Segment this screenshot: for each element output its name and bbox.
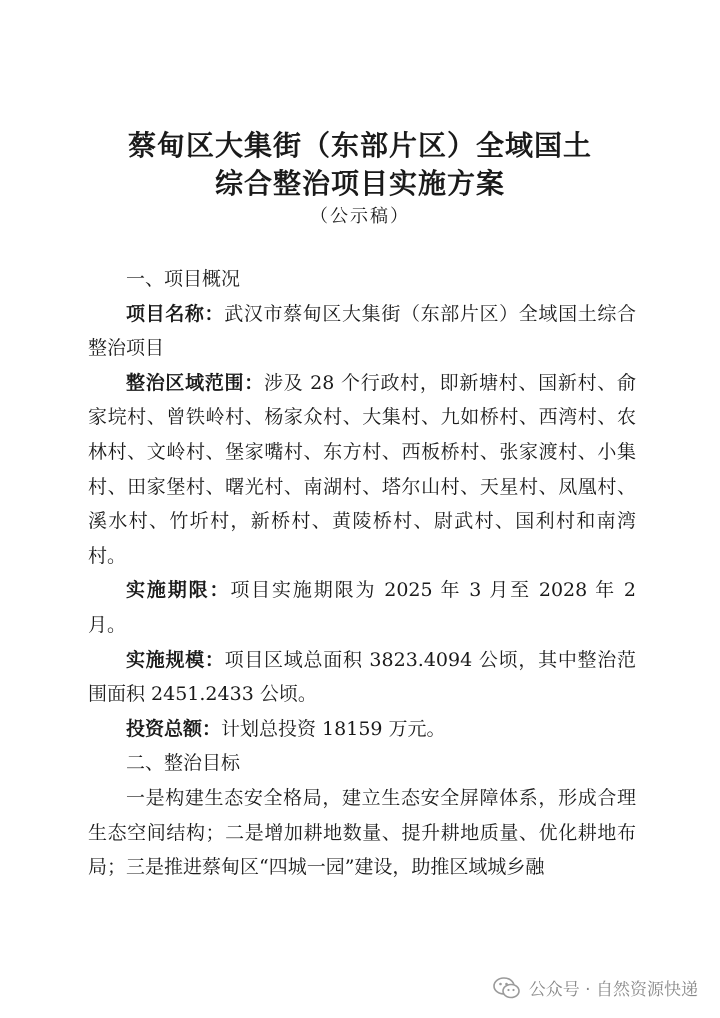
period-text: 项目实施期限为 2025 年 3 月至 2028 年 2 月。 <box>88 579 636 636</box>
document-subtitle: （公示稿） <box>310 206 410 227</box>
investment-text: 计划总投资 18159 万元。 <box>221 717 446 740</box>
project-name-label: 项目名称： <box>126 302 225 325</box>
scope-paragraph <box>88 366 636 574</box>
document-title-line-1: 蔡甸区大集街（东部片区）全域国土 <box>127 129 592 162</box>
scale-paragraph <box>88 643 636 712</box>
project-name-text: 武汉市蔡甸区大集街（东部片区）全域国土综合整治项目 <box>88 302 636 360</box>
watermark-text: 公众号 · 自然资源快递 <box>528 980 698 1000</box>
section-2-heading: 二、整治目标 <box>126 752 241 775</box>
goals-paragraph: 一是构建生态安全格局，建立生态安全屏障体系，形成合理生态空间结构；二是增加耕地数量、提升耕地质量、优化耕地布局；三是推进蔡甸区“四城一园”建设，助推区域城乡融 <box>88 786 636 879</box>
project-name-paragraph <box>88 297 636 366</box>
investment-label: 投资总额： <box>126 717 222 740</box>
investment-paragraph <box>88 712 636 747</box>
wechat-icon <box>493 977 521 999</box>
scope-text: 涉及 28 个行政村，即新塘村、国新村、俞家垸村、曾铁岭村、杨家众村、大集村、九如桥村、西湾村、农林村、文岭村、堡家嘴村、东方村、西板桥村、张家渡村、小集村、田家堡村、曙光村、南湖村、塔尔山村、天星村、凤凰村、溪水村、竹圻村，新桥村、黄陵桥村、尉武村、国利村和南湾村。 <box>88 371 636 567</box>
scope-label: 整治区域范围： <box>126 371 264 394</box>
document-body <box>88 262 636 885</box>
period-label: 实施期限： <box>126 579 231 602</box>
document-title-line-2: 综合整治项目实施方案 <box>214 167 505 200</box>
period-paragraph <box>88 573 636 642</box>
scale-label: 实施规模： <box>126 648 225 671</box>
section-1-heading: 一、项目概况 <box>126 268 241 290</box>
account-watermark <box>493 975 698 1000</box>
scale-text: 项目区域总面积 3823.4094 公顷，其中整治范围面积 2451.2433 公顷。 <box>88 648 636 706</box>
